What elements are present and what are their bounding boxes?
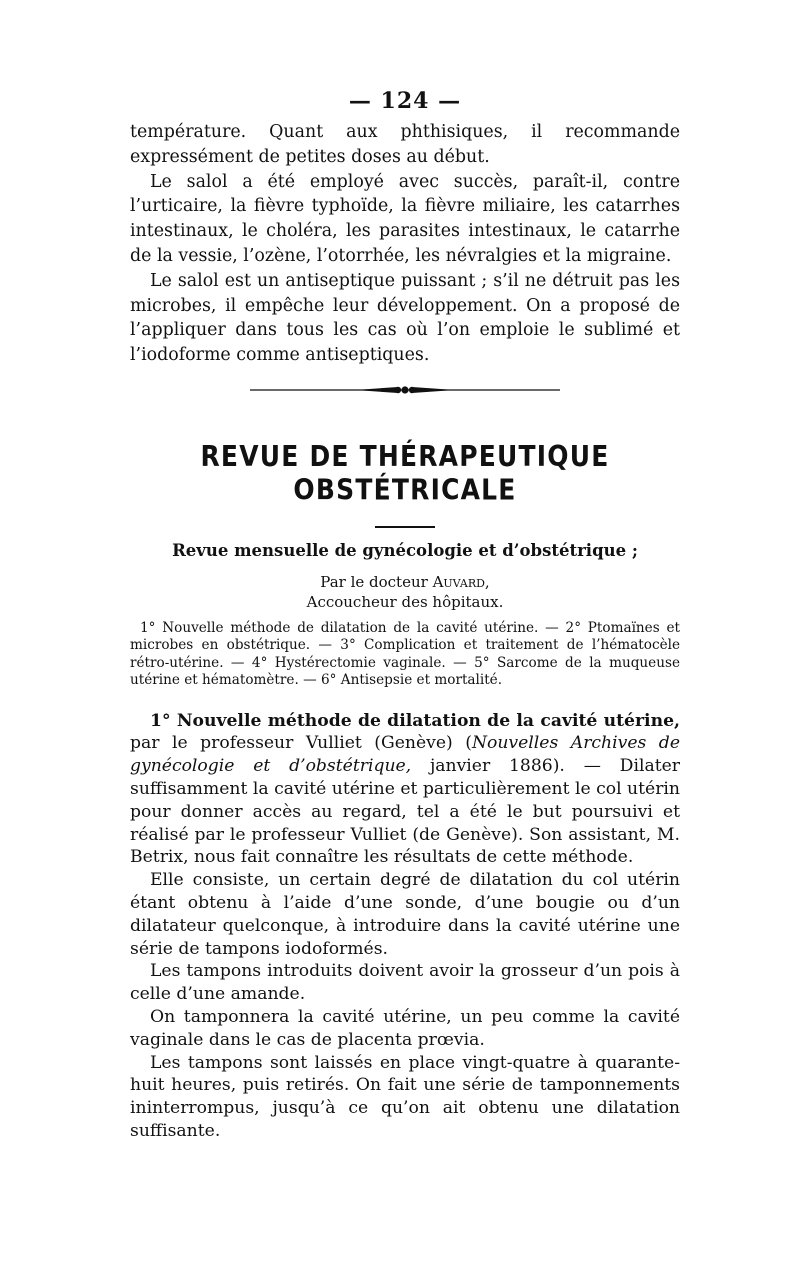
- intro-paragraph: Le salol est un antiseptique puissant ; s’il ne détruit pas les microbes, il empêche leur développement. On a proposé de l’appliquer dans tous les cas où l’on emploie le sublimé et l’iodoforme comme antiseptiques.: [130, 270, 680, 366]
- author-prefix: Par le docteur: [320, 572, 428, 591]
- article-title: 1° Nouvelle méthode de dilatation de la cavité utérine,: [150, 710, 680, 731]
- article-lead-text: janvier 1886). — Dilater suffisamment la cavité utérine et particulièrement le col utérin pour donner accès au regard, tel a été le but poursuivi et réalisé par le professeur Vulliet (de Genève). Son assistant, M. Betrix, nous fait connaître les résultats de cette méthode.: [130, 756, 680, 868]
- intro-paragraph: Le salol a été employé avec succès, paraît-il, contre l’urticaire, la fièvre typhoïde, la fièvre miliaire, les catarrhes intestinaux, le choléra, les parasites intestinaux, le catarrhe de la vessie, l’ozène, l’otorrhée, les névralgies et la migraine.: [130, 171, 680, 266]
- section-subtitle: Revue mensuelle de gynécologie et d’obstétrique ;: [172, 540, 638, 560]
- author-role: Accoucheur des hôpitaux.: [306, 592, 504, 611]
- article-paragraph: Les tampons sont laissés en place vingt-quatre à quarante-huit heures, puis retirés. On fait une série de tamponnements ininterrompus, jusqu’à ce qu’on ait obtenu une dilatation suffisante.: [130, 1052, 680, 1141]
- journal-title: Nouvelles Archives de gynécologie et d’obstétrique,: [130, 733, 680, 777]
- intro-paragraph: température. Quant aux phthisiques, il recommande expressément de petites doses au début.: [130, 122, 680, 167]
- author-block: [130, 572, 680, 612]
- author-name: Auvard,: [432, 572, 490, 591]
- summary-text: 1° Nouvelle méthode de dilatation de la cavité utérine. — 2° Ptomaïnes et microbes en obstétrique. — 3° Complication et traitement de l’hématocèle rétro-utérine. — 4° Hystérectomie vaginale. — 5° Sarcome de la muqueuse utérine et hématomètre. — 6° Antisepsie et mortalité.: [130, 619, 680, 689]
- page-number: — 124 —: [348, 88, 462, 114]
- section-heading: REVUE DE THÉRAPEUTIQUE OBSTÉTRICALE: [200, 439, 610, 507]
- text-column: [130, 88, 680, 1143]
- intro-text: [130, 120, 680, 368]
- article-body: [130, 710, 680, 1143]
- author-line: [130, 572, 680, 592]
- article-paragraph: Les tampons introduits doivent avoir la grosseur d’un pois à celle d’une amande.: [130, 961, 680, 1005]
- heading-rule: [375, 526, 435, 528]
- article-byline: par le professeur Vulliet (Genève) (: [130, 733, 472, 754]
- summary-block: [130, 620, 680, 690]
- article-paragraph: Elle consiste, un certain degré de dilatation du col utérin étant obtenu à l’aide d’une sonde, d’une bougie ou d’un dilatateur quelconque, à introduire dans la cavité utérine une série de tampons iodoformés.: [130, 870, 680, 959]
- article-lead-paragraph: [130, 710, 680, 870]
- ornament-divider: [250, 384, 560, 396]
- article-paragraph: On tamponnera la cavité utérine, un peu comme la cavité vaginale dans le cas de placenta prœvia.: [130, 1006, 680, 1050]
